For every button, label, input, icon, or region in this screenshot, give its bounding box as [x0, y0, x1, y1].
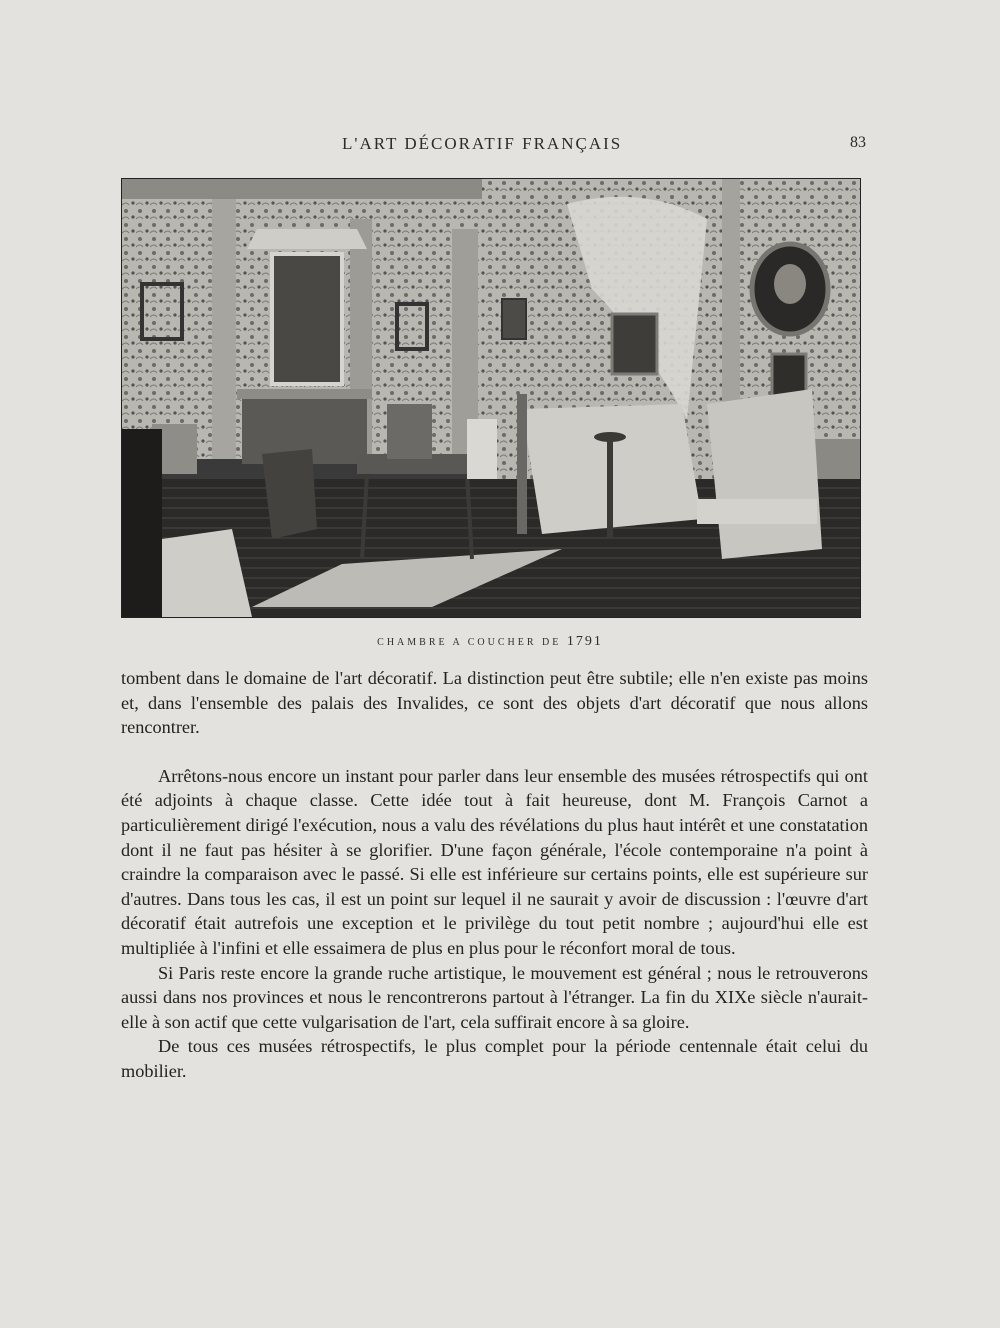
paragraph: Si Paris reste encore la grande ruche artistique, le mouvement est général ; nous le retrouverons aussi dans nos provinces et nous le rencontrerons partout à l'étranger. La fin du XIXe siècle n'aurait-elle à son actif que cette vulgarisation de l'art, cela suffirait encore à sa gloire.: [121, 962, 868, 1032]
paragraph: tombent dans le domaine de l'art décoratif. La distinction peut être subtile; elle n'en existe pas moins et, dans l'ensemble des palais des Invalides, ce sont des objets d'art décoratif que nous allons rencontrer.: [121, 668, 868, 738]
page-number: 83: [850, 134, 866, 151]
running-title: L'ART DÉCORATIF FRANÇAIS: [342, 134, 623, 153]
body-text: [121, 666, 868, 1084]
page-header: [120, 134, 870, 158]
caption-year: 1791: [566, 634, 603, 649]
paragraph: De tous ces musées rétrospectifs, le plus complet pour la période centennale était celui du mobilier.: [121, 1036, 868, 1081]
bedroom-photograph: [121, 178, 861, 618]
caption-text: CHAMBRE A COUCHER DE: [377, 637, 562, 648]
paragraph: Arrêtons-nous encore un instant pour parler dans leur ensemble des musées rétrospectifs qui ont été adjoints à chaque classe. Cette idée tout à fait heureuse, dont M. François Carnot a particulièrement dirigé l'exécution, nous a valu des révélations du plus haut intérêt et une constatation dont il ne faut pas hésiter à se glorifier. D'une façon générale, l'école contemporaine n'a point à craindre la comparaison avec le passé. Si elle est inférieure sur certains points, elle est supérieure sur d'autres. Dans tous les cas, il est un point sur lequel il ne saurait y avoir de discussion : l'œuvre d'art décoratif était autrefois une exception et le privilège du tout petit nombre ; aujourd'hui elle est multipliée à l'infini et elle essaimera de plus en plus pour le réconfort moral de tous.: [121, 765, 868, 958]
figure-caption: [120, 634, 860, 650]
